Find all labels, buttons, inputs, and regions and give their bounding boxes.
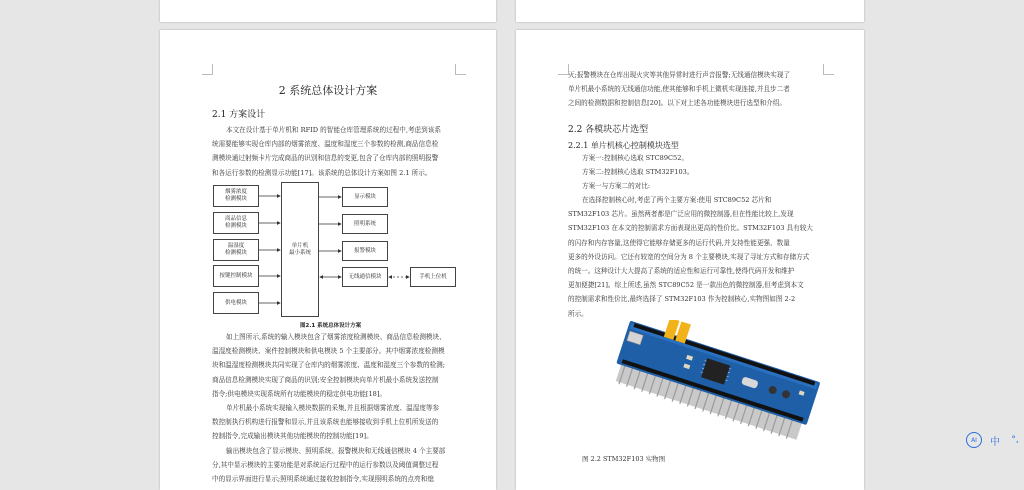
ai-assistant-icon[interactable]: AI [966, 432, 982, 448]
text-line: 统需要能够实现仓库内部的烟雾浓度、温度和湿度三个参数的检测,商品信息检 [212, 140, 439, 149]
text-line: 方案一:控制核心选取 STC89C52。 [582, 154, 689, 162]
previous-page-left [160, 0, 496, 22]
text-line: 商品信息检测模块实现了商品的识别;安全控制模块向单片机最小系统发送控制 [212, 375, 439, 384]
figure-caption: 图2.1 系统总体设计方案 [300, 323, 362, 329]
text-line: 输出模块包含了显示模块、照明系统、报警模块和无线通信模块 4 个主要部 [226, 446, 446, 455]
text-line: 如上图所示,系统的输入模块包含了烟雾浓度检测模块、商品信息检测模块、 [226, 333, 446, 341]
diagram-input-product: 商品信息 检测模块 [213, 212, 259, 234]
diagram-output-display: 显示模块 [342, 187, 388, 207]
diagram-output-alarm: 报警模块 [342, 241, 388, 261]
previous-page-right [516, 0, 864, 22]
diagram-output-lighting: 照明系统 [342, 214, 388, 234]
language-switch-button[interactable]: 中 [990, 436, 1000, 448]
section-title: 2.1 方案设计 [212, 110, 266, 120]
text-line: 中的显示界面进行显示;照明系统通过接收控制指令,实现照明系统的点亮和熄 [212, 475, 434, 484]
text-line: 更多的外设访问。它还有较宽的空间分为 8 个主要模块,实现了寻址方式和存储方式 [568, 252, 810, 261]
diagram-input-power: 供电模块 [213, 292, 259, 314]
text-line: 方案一与方案二的对比: [582, 182, 651, 191]
figure-caption: 图 2.2 STM32F103 实物图 [582, 455, 666, 463]
text-line: 单片机最小系统的无线通信功能,使其能够和手机上微机实现连接,并且步二者 [568, 85, 790, 94]
text-line: 指令;供电模块实现系统所有功能模块的稳定供电功能[18]。 [212, 389, 387, 398]
body-paragraph [568, 193, 838, 321]
floating-toolbar [966, 430, 1024, 450]
diagram-remote-phone: 手机上位机 [410, 267, 456, 287]
text-line: 的闪存和内存容量,这使得它能够存储更多的运行代码,并支持性能更强、数量 [568, 238, 790, 247]
continued-paragraph [568, 68, 838, 111]
text-line: 分,其中显示模块的主要功能是对系统运行过程中的运行参数以及阈值调整过程 [212, 460, 439, 469]
document-page-right [516, 30, 864, 490]
subsection-title: 2.2.1 单片机核心控制模块选型 [568, 141, 679, 150]
diagram-input-key-control: 按键控制模块 [213, 265, 259, 287]
diagram-output-wireless: 无线通信模块 [342, 267, 388, 287]
text-line: 更加便捷[21]。综上所述,虽然 STC89C52 是一款出色的微控制器,但考虑到本文 [568, 281, 804, 290]
diagram-input-smoke: 烟雾浓度 检测模块 [213, 185, 259, 207]
text-line: 测模块通过射频卡片完成商品的识别和信息的变更,包含了仓库内部的照明报警 [212, 154, 439, 163]
section-title: 2.2 各模块芯片选型 [568, 125, 649, 135]
text-line: 所示。 [568, 309, 588, 318]
text-line: 方案二:控制核心选取 STM32F103。 [582, 168, 694, 177]
text-line: 和各运行参数的检测显示功能[17]。该系统的总体设计方案如图 2.1 所示。 [212, 168, 432, 177]
text-line: 本文在设计基于单片机和 RFID 的智能仓库管理系统的过程中,考虑到该系 [226, 126, 441, 134]
diagram-arrows [160, 30, 496, 330]
text-line: STM32F103 在本文的控制需求方面表现出更高的性价比。STM32F103 具有较大 [568, 224, 813, 233]
body-paragraph [212, 330, 472, 486]
text-line: 的统一。这种设计大大提高了系统的适应性和运行可靠性,使得代码开发和维护 [568, 267, 795, 276]
text-line: 在选择控制核心时,考虑了两个主要方案:使用 STC89C52 芯片和 [582, 196, 772, 204]
option-list [568, 151, 838, 194]
diagram-center-mcu: 单片机 最小系统 [281, 182, 319, 317]
text-line: 块和温湿度检测模块共同实现了仓库内的烟雾浓度、温度和湿度三个参数的检测; [212, 361, 446, 370]
chapter-title: 2 系统总体设计方案 [278, 84, 378, 97]
document-page-left [160, 30, 496, 490]
text-line: 温湿度检测模块、案件控制模块和供电模块 5 个主要部分。其中烟雾浓度检测模 [212, 347, 445, 356]
more-options-icon[interactable]: °, [1011, 435, 1019, 445]
diagram-input-temp-humidity: 温湿度 检测模块 [213, 239, 259, 261]
text-line: 控制指令,完成输出模块其他功能模块的控制功能[19]。 [212, 432, 373, 441]
text-line: STM32F103 芯片。虽然两者都是广泛应用的微控制器,但在性能比较上,发现 [568, 210, 794, 219]
text-line: 的控制需求和性价比,最终选择了 STM32F103 作为控制核心,实物图如图 2-2 [568, 295, 796, 304]
text-line: 之间的检测数据和控制信息[20]。以下对上述各功能模块进行选型和介绍。 [568, 99, 786, 108]
text-line: 数控制执行机构进行报警和显示,并且该系统也能够接收到手机上位机所发送的 [212, 418, 439, 427]
text-line: 灭;报警模块在仓库出现火灾等其他异常时进行声音报警;无线通信模块实现了 [568, 71, 791, 79]
stm32-board-photo [591, 320, 841, 440]
text-line: 单片机最小系统实现输入模块数据的采集,并且根据烟雾浓度、温湿度等参 [226, 404, 440, 413]
